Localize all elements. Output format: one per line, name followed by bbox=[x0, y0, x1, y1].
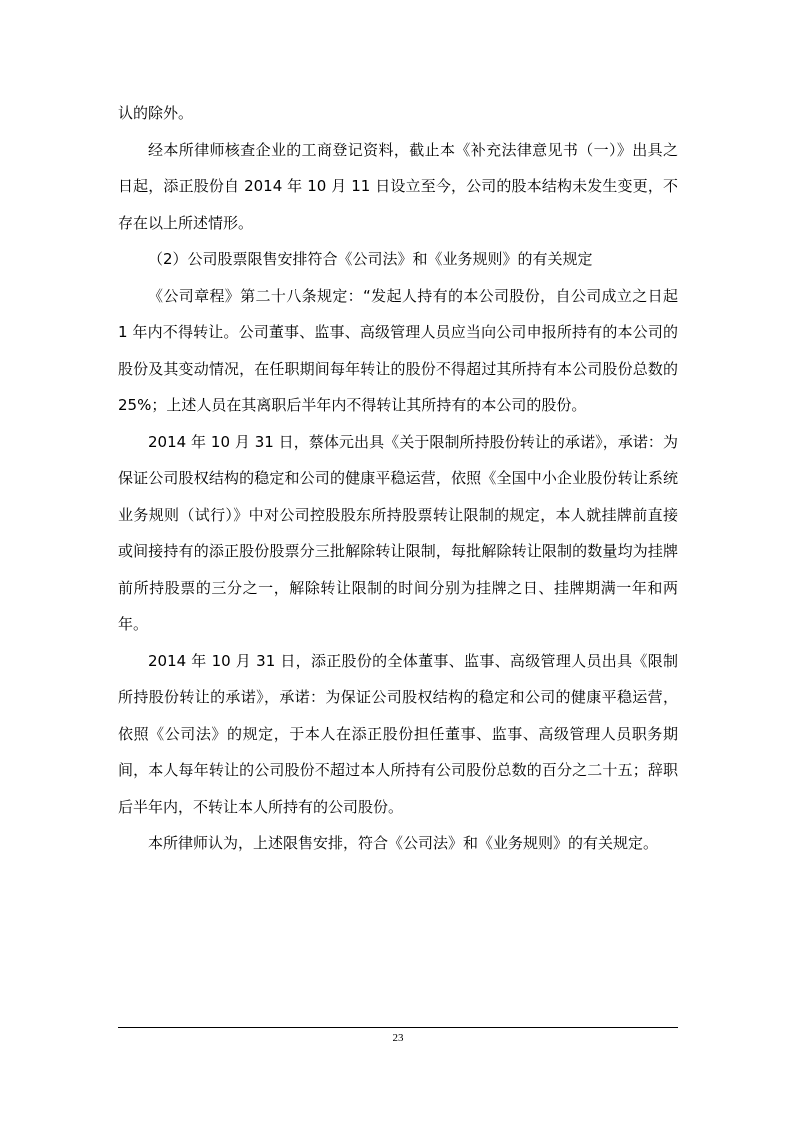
paragraph-3-heading: （2）公司股票限售安排符合《公司法》和《业务规则》的有关规定 bbox=[148, 250, 593, 268]
paragraph-2: 经本所律师核查企业的工商登记资料，截止本《补充法律意见书（一）》出具之日起，添正股份自 2014 年 10 月 11 日设立至今，公司的股本结构未发生变更，不存在以上所述情形。 bbox=[118, 140, 678, 232]
paragraph-6: 2014 年 10 月 31 日，添正股份的全体董事、监事、高级管理人员出具《限制所持股份转让的承诺》，承诺：为保证公司股权结构的稳定和公司的健康平稳运营，依照《公司法》的规定，于本人在添正股份担任董事、监事、高级管理人员职务期间，本人每年转让的公司股份不超过本人所持有公司股份总数的百分之二十五；辞职后半年内，不转让本人所持有的公司股份。 bbox=[118, 651, 678, 816]
paragraph-1: 认的除外。 bbox=[118, 104, 194, 122]
footer-divider bbox=[118, 1027, 678, 1028]
page-number: 23 bbox=[392, 1032, 404, 1044]
body-text bbox=[118, 95, 678, 862]
paragraph-5: 2014 年 10 月 31 日，蔡体元出具《关于限制所持股份转让的承诺》，承诺：为保证公司股权结构的稳定和公司的健康平稳运营，依照《全国中小企业股份转让系统业务规则（试行）》中对公司控股股东所持股票转让限制的规定，本人就挂牌前直接或间接持有的添正股份股票分三批解除转让限制，每批解除转让限制的数量均为挂牌前所持股票的三分之一，解除转让限制的时间分别为挂牌之日、挂牌期满一年和两年。 bbox=[118, 432, 678, 633]
paragraph-7: 本所律师认为，上述限售安排，符合《公司法》和《业务规则》的有关规定。 bbox=[148, 834, 659, 852]
paragraph-4: 《公司章程》第二十八条规定：“发起人持有的本公司股份，自公司成立之日起 1 年内不得转让。公司董事、监事、高级管理人员应当向公司申报所持有的本公司的股份及其变动情况，在任职期间每年转让的股份不得超过其所持有本公司股份总数的 25%；上述人员在其离职后半年内不得转让其所持有的本公司的股份。 bbox=[118, 286, 678, 414]
